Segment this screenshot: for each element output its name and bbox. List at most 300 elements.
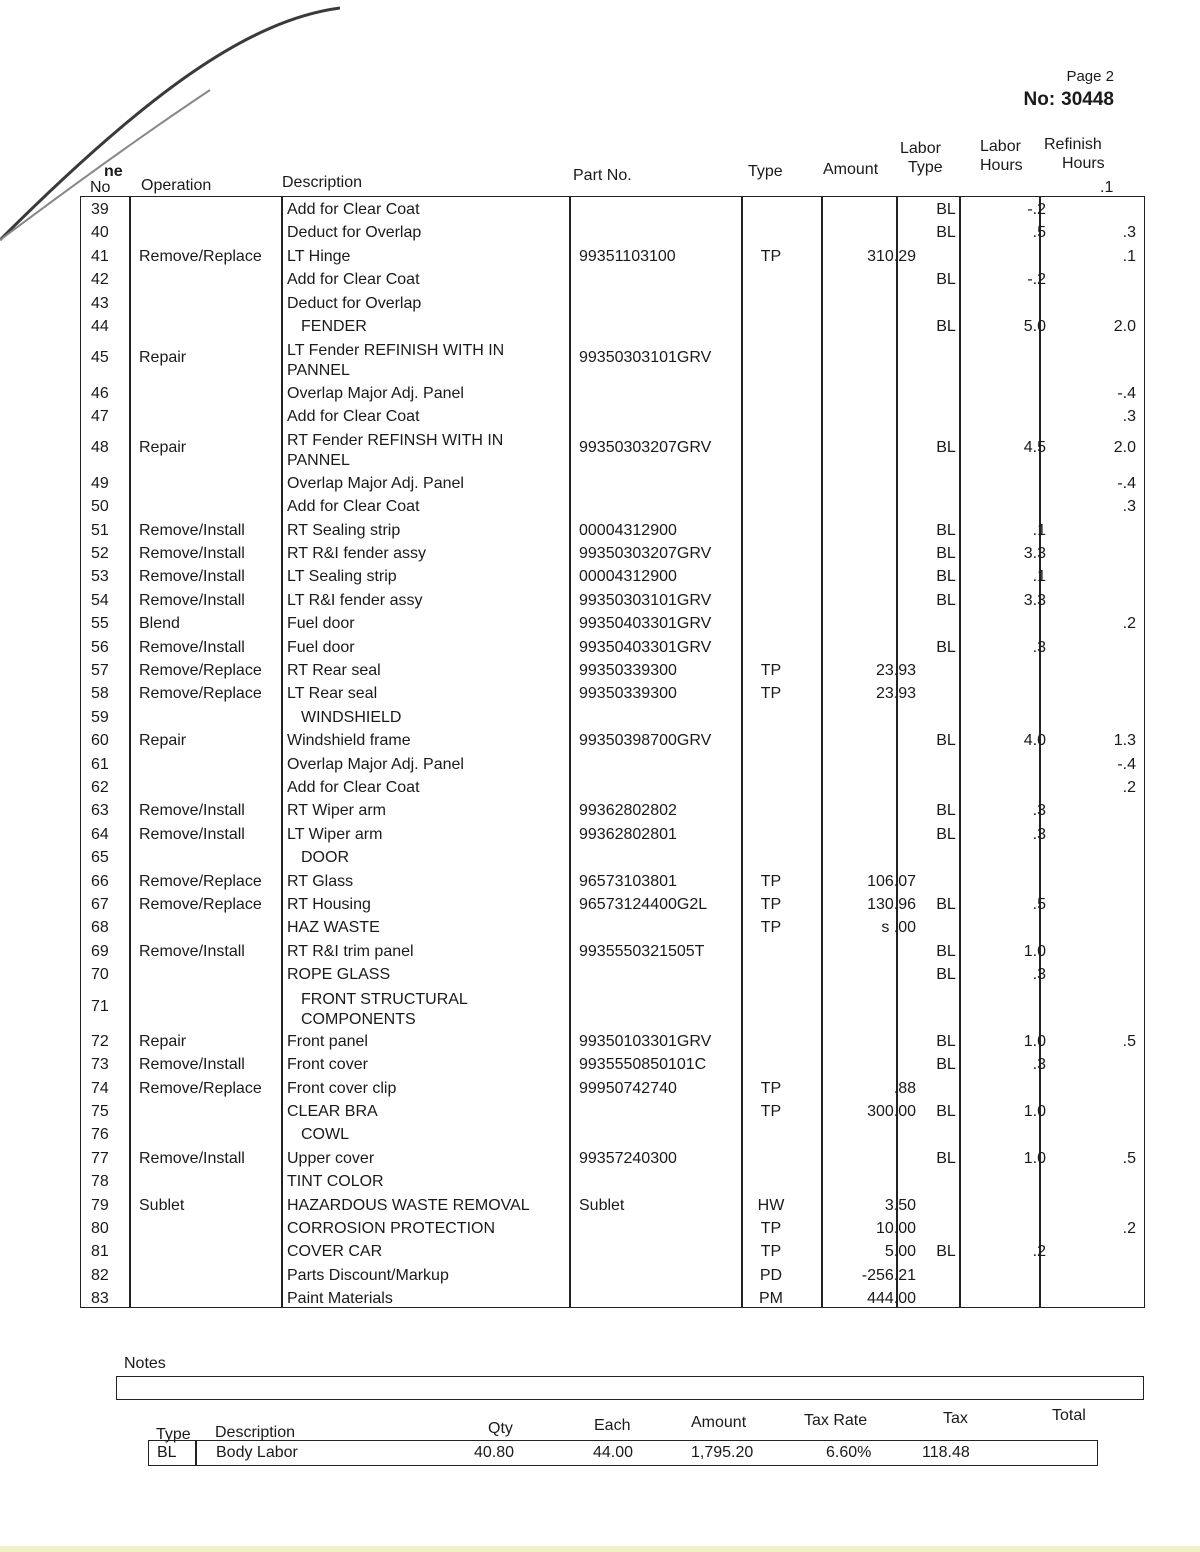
- cell-refinish-hours: .5: [1122, 1149, 1136, 1167]
- cell-description: Add for Clear Coat: [287, 498, 420, 516]
- cell-description: RT R&I trim panel: [287, 942, 414, 960]
- cell-description: LT R&I fender assy: [287, 591, 423, 609]
- cell-description: Overlap Major Adj. Panel: [287, 474, 464, 492]
- cell-labor-hours: -.2: [1027, 271, 1046, 289]
- cell-labor-hours: .3: [1032, 638, 1046, 656]
- summary-qty: 40.80: [474, 1444, 515, 1461]
- cell-description: Upper cover: [287, 1149, 375, 1167]
- summary-each: 44.00: [593, 1444, 634, 1461]
- table-row: [81, 246, 1146, 269]
- cell-refinish-hours: 2.0: [1113, 439, 1136, 457]
- summary-tax: 118.48: [922, 1444, 970, 1461]
- cell-description: Paint Materials: [287, 1290, 393, 1308]
- cell-part-number: 99362802802: [579, 802, 677, 820]
- cell-labor-hours: .3: [1032, 1056, 1046, 1074]
- cell-operation: Sublet: [139, 1196, 185, 1214]
- table-row: [81, 269, 1146, 292]
- cell-labor-hours: 1.0: [1023, 1149, 1046, 1167]
- cell-line-number: 76: [91, 1126, 109, 1144]
- summary-header-qty: Qty: [488, 1420, 513, 1437]
- cell-line-number: 82: [91, 1266, 109, 1284]
- table-row: [81, 683, 1146, 706]
- cell-labor-hours: 5.0: [1023, 318, 1046, 335]
- cell-amount: 10.00: [875, 1220, 916, 1238]
- cell-part-number: 99351103100: [579, 247, 676, 265]
- cell-part-number: 99350339300: [579, 661, 677, 679]
- table-row: [81, 847, 1146, 870]
- cell-description: Front cover: [287, 1056, 368, 1074]
- page-info: [1024, 68, 1115, 111]
- cell-description: COVER CAR: [287, 1243, 383, 1261]
- page-number: Page 2: [1066, 68, 1114, 85]
- cell-type: TP: [760, 919, 782, 937]
- cell-operation: Remove/Install: [139, 638, 245, 656]
- cell-labor-type: BL: [936, 942, 956, 960]
- cell-description: CLEAR BRA: [287, 1103, 378, 1121]
- table-row: [81, 660, 1146, 683]
- cell-description: Front panel: [287, 1032, 368, 1050]
- header-refinish-hours-top: Refinish: [1044, 136, 1102, 153]
- cell-labor-type: BL: [936, 439, 956, 457]
- cell-line-number: 46: [91, 384, 109, 402]
- cell-line-number: 83: [91, 1290, 109, 1308]
- cell-labor-hours: -.2: [1027, 201, 1046, 218]
- cell-refinish-hours: -.4: [1117, 755, 1136, 773]
- cell-line-number: 75: [91, 1103, 109, 1121]
- cell-line-number: 44: [91, 318, 109, 335]
- cell-amount: 5.00: [884, 1243, 916, 1261]
- table-row: [81, 1124, 1146, 1147]
- summary-description: Body Labor: [216, 1444, 298, 1461]
- table-row: [81, 543, 1146, 566]
- cell-description: RT Glass: [287, 872, 354, 890]
- cell-line-number: 55: [91, 615, 109, 633]
- cell-labor-type: BL: [936, 1103, 956, 1121]
- cell-line-number: 61: [91, 755, 109, 773]
- cell-line-number: 78: [91, 1173, 109, 1191]
- cell-part-number: 99357240300: [579, 1149, 677, 1167]
- cell-refinish-hours: .2: [1122, 1220, 1136, 1238]
- cell-operation: Remove/Replace: [139, 661, 262, 679]
- cell-line-number: 48: [91, 439, 109, 457]
- cell-part-number: 99350303207GRV: [579, 544, 712, 562]
- table-row: [81, 824, 1146, 847]
- cell-operation: Remove/Install: [139, 591, 245, 609]
- cell-description: Windshield frame: [287, 732, 411, 750]
- cell-amount: 106.07: [867, 872, 916, 890]
- cell-refinish-hours: -.4: [1117, 384, 1136, 402]
- cell-type: PD: [759, 1266, 783, 1284]
- cell-refinish-hours: .3: [1122, 498, 1136, 516]
- cell-labor-type: BL: [936, 544, 956, 562]
- cell-line-number: 56: [91, 638, 109, 656]
- cell-amount: 3.50: [884, 1196, 916, 1214]
- cell-labor-type: BL: [936, 568, 956, 586]
- table-row: [81, 1195, 1146, 1218]
- cell-operation: Remove/Replace: [139, 685, 262, 703]
- notes-field: [116, 1376, 1144, 1400]
- cell-description: Front cover clip: [287, 1079, 397, 1097]
- header-labor-type: Type: [908, 159, 943, 176]
- cell-operation: Repair: [139, 732, 187, 750]
- cell-line-number: 53: [91, 568, 109, 586]
- cell-labor-hours: .1: [1032, 568, 1046, 586]
- cell-labor-hours: 1.0: [1023, 1032, 1046, 1050]
- cell-type: PM: [759, 1290, 783, 1308]
- cell-line-number: 71: [91, 997, 109, 1015]
- cell-labor-type: BL: [936, 201, 956, 218]
- header-labor-type-top: Labor: [900, 140, 941, 157]
- cell-description: LT Sealing strip: [287, 568, 397, 586]
- header-line-no-top: ne: [104, 163, 123, 180]
- cell-line-number: 68: [91, 919, 109, 937]
- cell-type: TP: [760, 1079, 782, 1097]
- cell-operation: Repair: [139, 1032, 187, 1050]
- pre-row-refinish-value: .1: [1100, 179, 1114, 196]
- cell-description: Add for Clear Coat: [287, 201, 420, 218]
- cell-part-number: Sublet: [579, 1196, 625, 1214]
- cell-line-number: 57: [91, 661, 109, 679]
- cell-refinish-hours: .5: [1122, 1032, 1136, 1050]
- cell-line-number: 47: [91, 408, 109, 426]
- cell-line-number: 49: [91, 474, 109, 492]
- table-row: [81, 566, 1146, 589]
- summary-divider: [195, 1441, 197, 1465]
- cell-line-number: 43: [91, 294, 109, 312]
- cell-description: ROPE GLASS: [287, 966, 391, 984]
- cell-line-number: 41: [91, 247, 109, 265]
- cell-labor-hours: .3: [1032, 966, 1046, 984]
- cell-description: RT Sealing strip: [287, 521, 401, 539]
- cell-operation: Remove/Install: [139, 942, 245, 960]
- cell-part-number: 99362802801: [579, 825, 677, 843]
- header-labor-hours: Hours: [980, 157, 1023, 174]
- cell-labor-hours: .2: [1032, 1243, 1046, 1261]
- header-labor-hours-top: Labor: [980, 138, 1021, 155]
- document-number: [1024, 89, 1115, 111]
- cell-line-number: 42: [91, 271, 109, 289]
- cell-description: TINT COLOR: [287, 1173, 384, 1191]
- table-row: [81, 222, 1146, 245]
- cell-labor-type: BL: [936, 802, 956, 820]
- cell-part-number: 99350403301GRV: [579, 638, 712, 656]
- cell-amount: .88: [893, 1079, 916, 1097]
- cell-refinish-hours: 1.3: [1113, 732, 1136, 750]
- cell-line-number: 59: [91, 708, 109, 726]
- cell-part-number: 99350303101GRV: [579, 349, 712, 367]
- cell-description: Deduct for Overlap: [287, 224, 422, 242]
- cell-line-number: 77: [91, 1149, 109, 1167]
- cell-description: Fuel door: [287, 638, 355, 656]
- cell-labor-type: BL: [936, 1032, 956, 1050]
- header-refinish-hours: Hours: [1062, 155, 1105, 172]
- table-row: [81, 293, 1146, 316]
- header-amount: Amount: [823, 161, 879, 178]
- cell-labor-hours: .1: [1032, 521, 1046, 539]
- cell-description: HAZ WASTE: [287, 919, 380, 937]
- cell-description: COWL: [301, 1126, 349, 1144]
- cell-type: TP: [760, 895, 782, 913]
- cell-description: Parts Discount/Markup: [287, 1266, 449, 1284]
- cell-description: LT Fender REFINISH WITH IN PANNEL: [287, 342, 505, 380]
- cell-description: RT Wiper arm: [287, 802, 386, 820]
- cell-type: TP: [760, 1103, 782, 1121]
- cell-labor-hours: 4.0: [1023, 732, 1046, 750]
- cell-labor-type: BL: [936, 638, 956, 656]
- cell-part-number: 99350303207GRV: [579, 439, 712, 457]
- cell-amount: s .00: [881, 919, 916, 937]
- table-row: [81, 590, 1146, 613]
- cell-type: HW: [757, 1196, 785, 1214]
- cell-labor-type: BL: [936, 224, 956, 242]
- table-row: [81, 1218, 1146, 1241]
- cell-operation: Remove/Install: [139, 802, 245, 820]
- cell-description: Add for Clear Coat: [287, 271, 420, 289]
- table-row: [81, 917, 1146, 940]
- cell-operation: Remove/Install: [139, 521, 245, 539]
- cell-labor-type: BL: [936, 966, 956, 984]
- scan-edge-band: [0, 1546, 1200, 1552]
- table-row: [81, 777, 1146, 800]
- summary-header-total: Total: [1052, 1407, 1086, 1424]
- cell-description: Deduct for Overlap: [287, 294, 422, 312]
- cell-description: FRONT STRUCTURAL COMPONENTS: [301, 990, 468, 1028]
- table-row: [81, 613, 1146, 636]
- cell-description: LT Hinge: [287, 247, 351, 265]
- cell-labor-type: BL: [936, 1149, 956, 1167]
- cell-refinish-hours: 2.0: [1113, 318, 1136, 335]
- cell-line-number: 60: [91, 732, 109, 750]
- cell-labor-hours: .5: [1032, 224, 1046, 242]
- cell-description: RT Fender REFINSH WITH IN PANNEL: [287, 432, 504, 470]
- cell-refinish-hours: .1: [1122, 247, 1136, 265]
- header-description: Description: [282, 174, 363, 191]
- summary-tax-rate: 6.60%: [826, 1444, 872, 1461]
- cell-line-number: 50: [91, 498, 109, 516]
- cell-labor-hours: .3: [1032, 802, 1046, 820]
- cell-description: DOOR: [301, 849, 349, 867]
- cell-amount: 23.93: [875, 661, 916, 679]
- cell-line-number: 51: [91, 521, 109, 539]
- cell-description: RT Housing: [287, 895, 371, 913]
- table-row: [81, 1054, 1146, 1077]
- table-row: [81, 383, 1146, 406]
- cell-refinish-hours: .2: [1122, 615, 1136, 633]
- cell-line-number: 69: [91, 942, 109, 960]
- cell-operation: Remove/Install: [139, 1056, 245, 1074]
- cell-line-number: 70: [91, 966, 109, 984]
- cell-labor-type: BL: [936, 732, 956, 750]
- cell-amount: 130.96: [867, 895, 916, 913]
- header-operation: Operation: [141, 177, 212, 194]
- header-line-no: No: [90, 179, 111, 196]
- cell-description: LT Wiper arm: [287, 825, 383, 843]
- cell-part-number: 99350339300: [579, 685, 677, 703]
- cell-part-number: 99350303101GRV: [579, 591, 712, 609]
- cell-operation: Remove/Replace: [139, 247, 262, 265]
- cell-refinish-hours: .3: [1122, 224, 1136, 242]
- cell-operation: Remove/Install: [139, 825, 245, 843]
- table-row: [81, 1288, 1146, 1311]
- table-row: [81, 871, 1146, 894]
- table-row: [81, 1148, 1146, 1171]
- cell-labor-type: BL: [936, 1056, 956, 1074]
- cell-part-number: 99350403301GRV: [579, 615, 712, 633]
- cell-part-number: 00004312900: [579, 521, 677, 539]
- cell-description: FENDER: [301, 318, 367, 335]
- cell-line-number: 81: [91, 1243, 109, 1261]
- cell-description: Overlap Major Adj. Panel: [287, 384, 464, 402]
- table-row: [81, 707, 1146, 730]
- summary-amount: 1,795.20: [691, 1444, 754, 1461]
- cell-labor-type: BL: [936, 521, 956, 539]
- line-items-table: [80, 196, 1145, 1308]
- cell-labor-hours: 1.0: [1023, 942, 1046, 960]
- table-row: [81, 1171, 1146, 1194]
- table-row: [81, 199, 1146, 222]
- cell-description: WINDSHIELD: [301, 708, 402, 726]
- cell-part-number: 96573103801: [579, 872, 677, 890]
- cell-part-number: 99350103301GRV: [579, 1032, 712, 1050]
- cell-description: RT R&I fender assy: [287, 544, 427, 562]
- cell-line-number: 52: [91, 544, 109, 562]
- cell-line-number: 39: [91, 201, 109, 218]
- cell-labor-hours: .3: [1032, 825, 1046, 843]
- cell-part-number: 00004312900: [579, 568, 677, 586]
- table-row: [81, 754, 1146, 777]
- cell-amount: 444.00: [867, 1290, 916, 1308]
- cell-type: TP: [760, 872, 782, 890]
- table-row: [81, 988, 1146, 1028]
- summary-header-tax-rate: Tax Rate: [804, 1412, 868, 1429]
- cell-type: TP: [760, 1220, 782, 1238]
- cell-labor-hours: 3.3: [1023, 544, 1046, 562]
- cell-operation: Remove/Install: [139, 544, 245, 562]
- cell-description: Overlap Major Adj. Panel: [287, 755, 464, 773]
- cell-labor-type: BL: [936, 1243, 956, 1261]
- header-part-no: Part No.: [573, 167, 632, 184]
- cell-line-number: 40: [91, 224, 109, 242]
- cell-type: TP: [760, 1243, 782, 1261]
- cell-operation: Repair: [139, 439, 187, 457]
- cell-amount: 23.93: [875, 685, 916, 703]
- cell-line-number: 45: [91, 349, 109, 367]
- table-row: [81, 894, 1146, 917]
- summary-type: BL: [157, 1444, 177, 1461]
- table-row: [81, 1241, 1146, 1264]
- cell-labor-type: BL: [936, 825, 956, 843]
- table-row: [81, 1031, 1146, 1054]
- cell-line-number: 73: [91, 1056, 109, 1074]
- header-type: Type: [748, 163, 783, 180]
- notes-label: Notes: [124, 1355, 166, 1372]
- cell-description: Fuel door: [287, 615, 355, 633]
- table-row: [81, 473, 1146, 496]
- summary-header-each: Each: [594, 1417, 631, 1434]
- cell-operation: Remove/Replace: [139, 1079, 262, 1097]
- cell-line-number: 54: [91, 591, 109, 609]
- cell-line-number: 72: [91, 1032, 109, 1050]
- cell-description: RT Rear seal: [287, 661, 381, 679]
- table-row: [81, 496, 1146, 519]
- table-row: [81, 730, 1146, 753]
- table-row: [81, 800, 1146, 823]
- cell-operation: Remove/Replace: [139, 895, 262, 913]
- cell-line-number: 58: [91, 685, 109, 703]
- cell-description: LT Rear seal: [287, 685, 378, 703]
- cell-refinish-hours: .3: [1122, 408, 1136, 426]
- cell-line-number: 79: [91, 1196, 109, 1214]
- cell-operation: Remove/Replace: [139, 872, 262, 890]
- table-row: [81, 429, 1146, 470]
- table-row: [81, 941, 1146, 964]
- cell-description: CORROSION PROTECTION: [287, 1220, 496, 1238]
- cell-description: HAZARDOUS WASTE REMOVAL: [287, 1196, 530, 1214]
- cell-description: Add for Clear Coat: [287, 408, 420, 426]
- cell-part-number: 9935550321505T: [579, 942, 705, 960]
- cell-operation: Blend: [139, 615, 180, 633]
- summary-header-type: Type: [156, 1426, 191, 1443]
- cell-amount: 300.00: [867, 1103, 916, 1121]
- cell-part-number: 96573124400G2L: [579, 895, 708, 913]
- cell-part-number: 9935550850101C: [579, 1056, 707, 1074]
- table-row: [81, 520, 1146, 543]
- cell-labor-hours: 1.0: [1023, 1103, 1046, 1121]
- table-row: [81, 406, 1146, 429]
- table-row: [81, 1078, 1146, 1101]
- cell-part-number: 99950742740: [579, 1079, 677, 1097]
- table-row: [81, 316, 1146, 339]
- table-row: [81, 637, 1146, 660]
- cell-amount: 310.29: [867, 247, 916, 265]
- cell-labor-hours: 4.5: [1023, 439, 1046, 457]
- summary-header-tax: Tax: [943, 1410, 968, 1427]
- cell-line-number: 66: [91, 872, 109, 890]
- summary-header-description: Description: [215, 1424, 296, 1441]
- cell-labor-type: BL: [936, 271, 956, 289]
- table-row: [81, 339, 1146, 380]
- document-number-label: No:: [1023, 89, 1056, 110]
- cell-type: TP: [760, 247, 782, 265]
- document-number-value: 30448: [1061, 89, 1114, 110]
- cell-line-number: 65: [91, 849, 109, 867]
- cell-line-number: 64: [91, 825, 109, 843]
- summary-row: [148, 1440, 1098, 1466]
- cell-labor-hours: .5: [1032, 895, 1046, 913]
- cell-operation: Remove/Install: [139, 1149, 245, 1167]
- cell-line-number: 74: [91, 1079, 109, 1097]
- cell-refinish-hours: -.4: [1117, 474, 1136, 492]
- table-row: [81, 1265, 1146, 1288]
- cell-line-number: 63: [91, 802, 109, 820]
- cell-refinish-hours: .2: [1122, 778, 1136, 796]
- cell-line-number: 80: [91, 1220, 109, 1238]
- table-row: [81, 1101, 1146, 1124]
- cell-part-number: 99350398700GRV: [579, 732, 712, 750]
- cell-line-number: 67: [91, 895, 109, 913]
- cell-labor-hours: 3.3: [1023, 591, 1046, 609]
- cell-type: TP: [760, 685, 782, 703]
- table-row: [81, 964, 1146, 987]
- cell-description: Add for Clear Coat: [287, 778, 420, 796]
- cell-line-number: 62: [91, 778, 109, 796]
- cell-labor-type: BL: [936, 318, 956, 335]
- cell-type: TP: [760, 661, 782, 679]
- summary-header-amount: Amount: [691, 1414, 747, 1431]
- cell-operation: Repair: [139, 349, 187, 367]
- cell-operation: Remove/Install: [139, 568, 245, 586]
- cell-amount: -256.21: [861, 1266, 916, 1284]
